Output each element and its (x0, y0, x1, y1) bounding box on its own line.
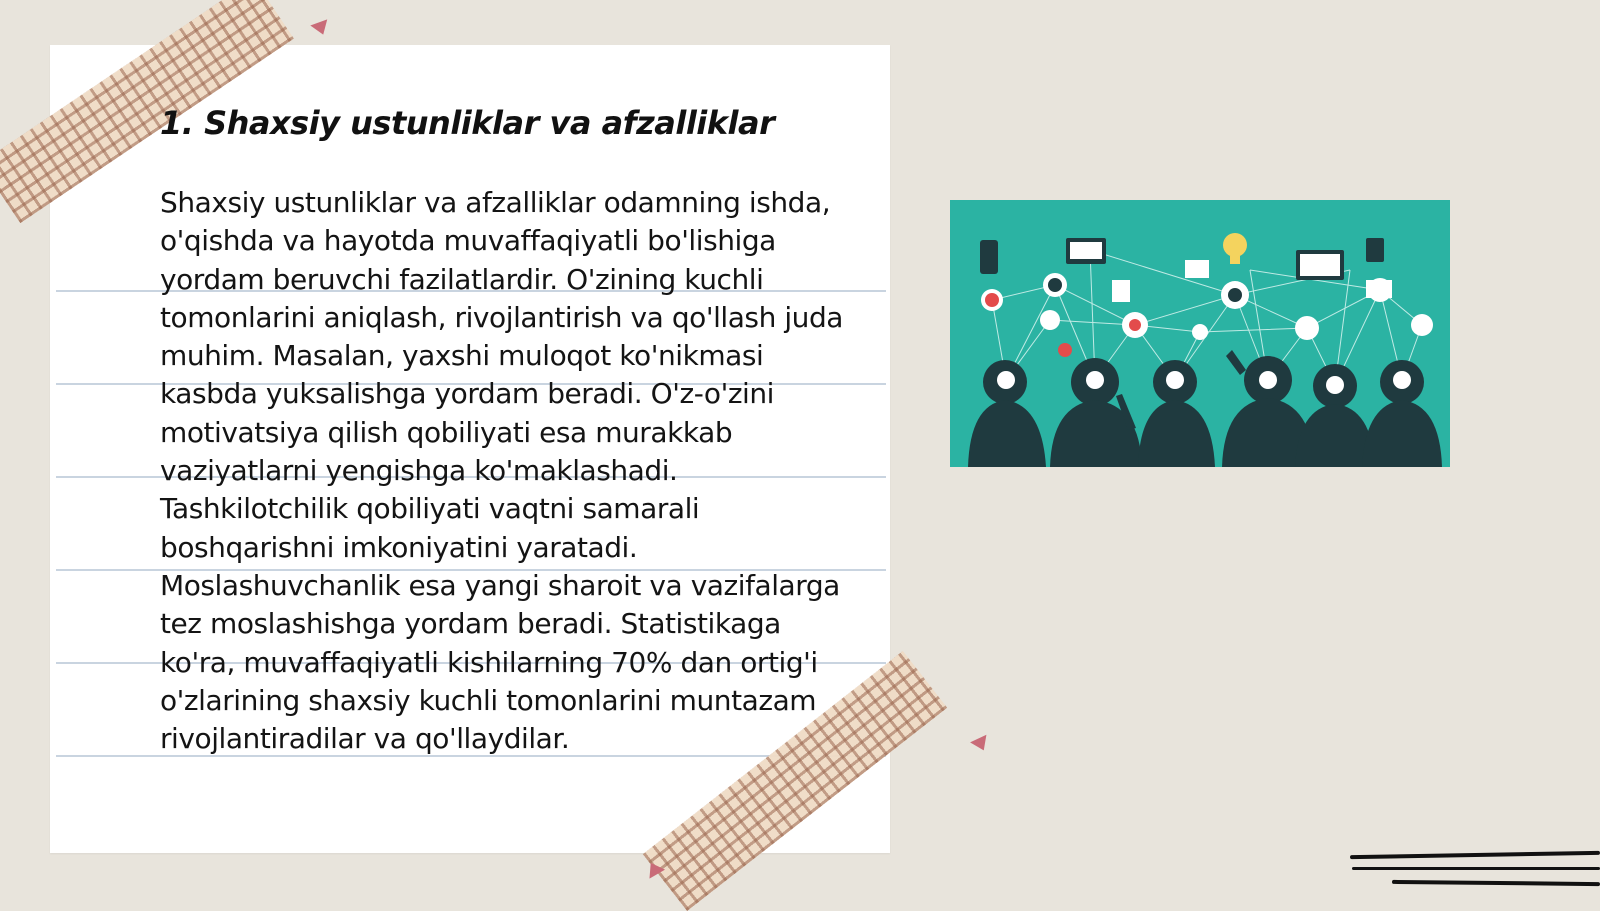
slide-body-text: Shaxsiy ustunliklar va afzalliklar odamning ishda, o'qishda va hayotda muvaffaqiyatli bo'lishiga yordam beruvchi fazilatlardir. O'zining kuchli tomonlarini aniqlash, rivojlantirish va qo'llash juda muhim. Masalan, yaxshi muloqot ko'nikmasi kasbda yuksalishga yordam beradi. O'z-o'zini motivatsiya qilish qobiliyati esa murakkab vaziyatlarni yengishga ko'maklashadi. Tashkilotchilik qobiliyati vaqtni samarali boshqarishni imkoniyatini yaratadi. Moslashuvchanlik esa yangi sharoit va vazifalarga tez moslashishga yordam beradi. Statistikaga ko'ra, muvaffaqiyatli kishilarning 70% dan ortig'i o'zlarining shaxsiy kuchli tomonlarini muntazam rivojlantiradilar va qo'llaydilar. (160, 186, 843, 756)
tape-corner-pin (970, 735, 992, 754)
brush-stroke-decoration (1352, 867, 1600, 870)
brush-stroke-decoration (1392, 880, 1600, 886)
slide-title: 1. Shaxsiy ustunliklar va afzalliklar (160, 104, 775, 142)
network-people-illustration (950, 200, 1450, 467)
tape-corner-pin (310, 19, 331, 37)
brush-stroke-decoration (1350, 851, 1600, 859)
